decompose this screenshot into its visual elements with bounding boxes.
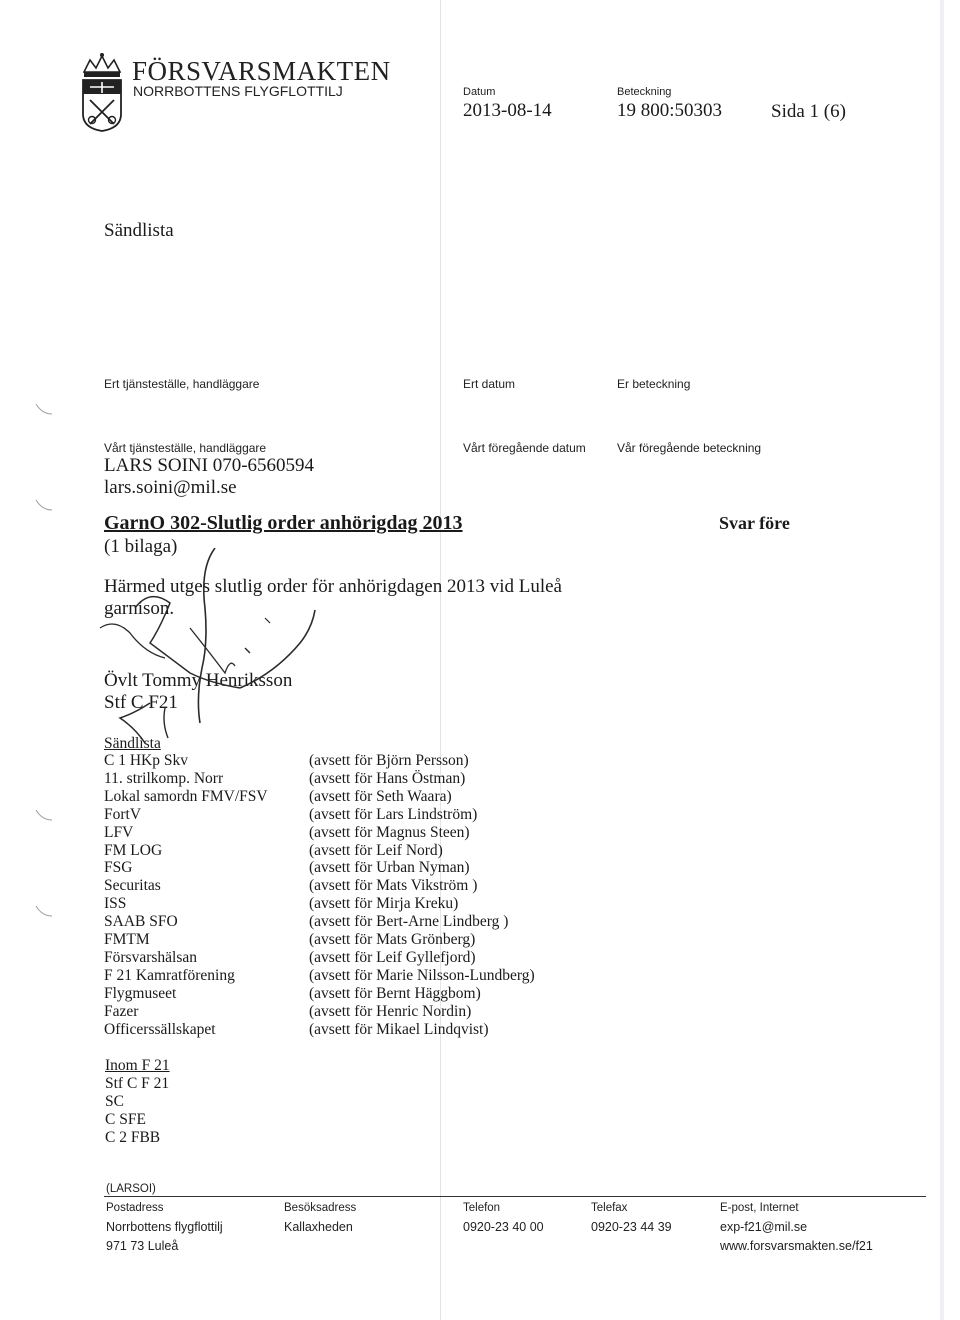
recipient-org: Fazer xyxy=(104,1002,139,1020)
recipient-attention: (avsett för Marie Nilsson-Lundberg) xyxy=(309,966,535,984)
postal-line-2: 971 73 Luleå xyxy=(106,1239,179,1253)
reference-label: Beteckning xyxy=(617,86,672,98)
recipient-attention: (avsett för Hans Östman) xyxy=(309,769,466,787)
recipient-org: LFV xyxy=(104,823,134,841)
email-value: exp-f21@mil.se xyxy=(720,1220,808,1234)
handler-email: lars.soini@mil.se xyxy=(104,477,237,498)
handwritten-signature xyxy=(90,548,330,748)
recipient-org: F 21 Kamratförening xyxy=(104,966,235,984)
recipient-attention: (avsett för Mats Grönberg) xyxy=(309,931,476,949)
your-date-label: Ert datum xyxy=(463,377,516,391)
fax-label: Telefax xyxy=(591,1202,628,1214)
recipient-org: FMTM xyxy=(104,931,150,949)
recipient-org: Flygmuseet xyxy=(104,984,177,1002)
postal-label: Postadress xyxy=(106,1202,164,1214)
recipient-attn-list xyxy=(309,752,535,1039)
document-title: Sändlista xyxy=(104,220,174,241)
footer-divider xyxy=(104,1196,926,1197)
visit-label: Besöksadress xyxy=(284,1202,357,1214)
recipient-attention: (avsett för Magnus Steen) xyxy=(309,823,470,841)
recipient-attention: (avsett för Björn Persson) xyxy=(309,752,469,769)
recipient-attention: (avsett för Bert-Arne Lindberg ) xyxy=(309,913,509,931)
recipient-org: FortV xyxy=(104,805,142,823)
reply-before-label: Svar före xyxy=(719,513,790,533)
attachment-note: (1 bilaga) xyxy=(104,536,178,557)
recipient-org: Lokal samordn FMV/FSV xyxy=(104,787,268,805)
our-previous-reference-label: Vår föregående beteckning xyxy=(617,441,762,455)
phone-label: Telefon xyxy=(463,1202,501,1214)
internal-heading: Inom F 21 xyxy=(105,1057,170,1074)
recipient-org-list xyxy=(104,752,268,1039)
recipient-attention: (avsett för Lars Lindström) xyxy=(309,805,478,823)
internal-recipient: SC xyxy=(105,1092,124,1110)
recipient-org: ISS xyxy=(104,895,127,913)
our-previous-date-label: Vårt föregående datum xyxy=(463,441,586,455)
recipient-org: Officerssällskapet xyxy=(104,1020,216,1038)
recipient-org: FM LOG xyxy=(104,841,163,859)
recipient-attention: (avsett för Leif Gyllefjord) xyxy=(309,948,476,966)
date-label: Datum xyxy=(463,86,496,98)
postal-line-1: Norrbottens flygflottilj xyxy=(106,1220,223,1234)
recipient-attention: (avsett för Mats Vikström ) xyxy=(309,877,478,895)
date-value: 2013-08-14 xyxy=(463,100,552,121)
internal-recipient: C 2 FBB xyxy=(105,1128,161,1146)
internal-list xyxy=(105,1075,169,1147)
your-reference-label: Er beteckning xyxy=(617,377,691,391)
signatory-role: Stf C F21 xyxy=(104,692,178,713)
phone-value: 0920-23 40 00 xyxy=(463,1220,544,1234)
internal-recipient: Stf C F 21 xyxy=(105,1075,170,1092)
forsvarsmakten-emblem xyxy=(80,52,124,132)
recipient-attention: (avsett för Urban Nyman) xyxy=(309,859,470,877)
subject-title: GarnO 302-Slutlig order anhörigdag 2013 xyxy=(104,512,463,534)
visit-value: Kallaxheden xyxy=(284,1220,353,1234)
recipient-org: Securitas xyxy=(104,877,161,895)
email-label: E-post, Internet xyxy=(720,1202,799,1214)
scan-line xyxy=(440,0,441,1320)
fax-value: 0920-23 44 39 xyxy=(591,1220,672,1234)
recipient-attention: (avsett för Mirja Kreku) xyxy=(309,895,459,913)
recipient-attention: (avsett för Bernt Häggbom) xyxy=(309,984,481,1002)
organization-name: FÖRSVARSMAKTEN xyxy=(132,56,391,86)
scan-edge xyxy=(940,0,944,1320)
reference-value: 19 800:50303 xyxy=(617,100,723,121)
your-office-label: Ert tjänsteställe, handläggare xyxy=(104,377,260,391)
recipient-org: FSG xyxy=(104,859,133,877)
recipient-org: 11. strilkomp. Norr xyxy=(104,769,224,787)
recipient-attention: (avsett för Leif Nord) xyxy=(309,841,443,859)
recipient-org: C 1 HKp Skv xyxy=(104,752,188,769)
handler-name: LARS SOINI 070-6560594 xyxy=(104,455,315,476)
unit-name: NORRBOTTENS FLYGFLOTTILJ xyxy=(133,83,343,99)
website-value: www.forsvarsmakten.se/f21 xyxy=(720,1239,873,1253)
body-line-2: garnison. xyxy=(104,598,175,619)
recipient-org: SAAB SFO xyxy=(104,913,178,931)
signatory-name: Övlt Tommy Henriksson xyxy=(104,670,293,691)
recipient-attention: (avsett för Henric Nordin) xyxy=(309,1002,472,1020)
recipient-org: Försvarshälsan xyxy=(104,948,197,966)
punch-marks-top xyxy=(34,404,54,514)
punch-marks-bottom xyxy=(34,810,54,920)
internal-recipient: C SFE xyxy=(105,1110,146,1128)
our-office-label: Vårt tjänsteställe, handläggare xyxy=(104,441,267,455)
author-initials: (LARSOI) xyxy=(106,1183,156,1195)
recipient-attention: (avsett för Mikael Lindqvist) xyxy=(309,1020,489,1038)
recipient-attention: (avsett för Seth Waara) xyxy=(309,787,452,805)
page-info: Sida 1 (6) xyxy=(771,101,846,122)
distribution-heading: Sändlista xyxy=(104,735,161,752)
body-line-1: Härmed utges slutlig order för anhörigdagen 2013 vid Luleå xyxy=(104,576,562,597)
